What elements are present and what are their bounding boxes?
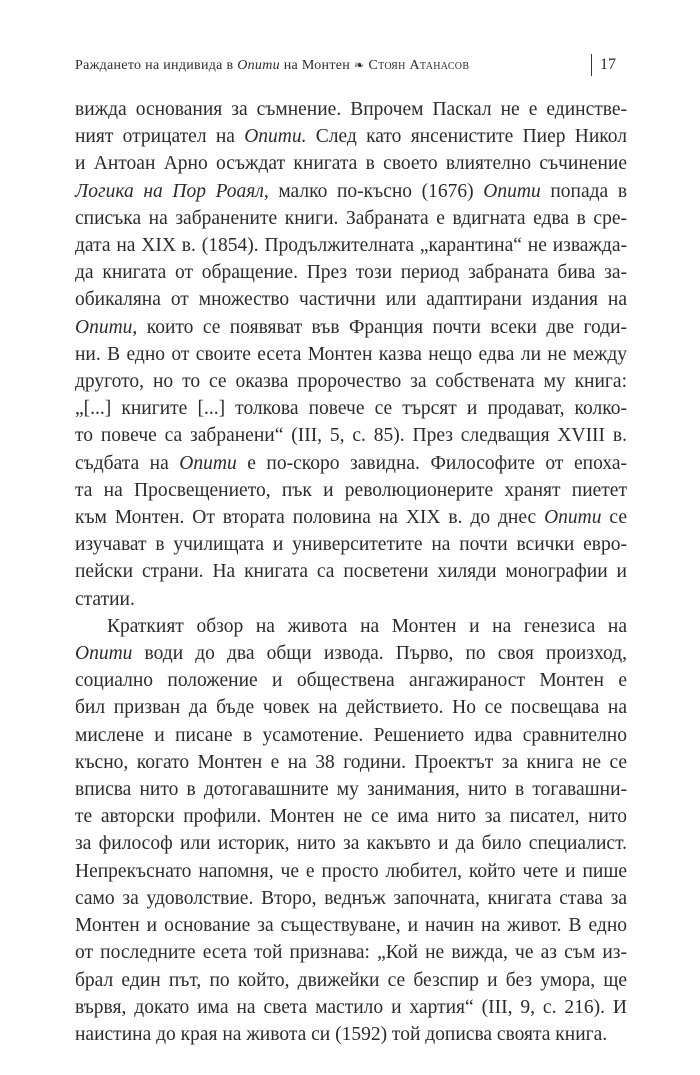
- text-line: [75, 259, 627, 286]
- italic-text: Опити: [544, 507, 602, 529]
- body-text: [75, 96, 627, 1048]
- text-segment: от последните есета той признава: „Кой не вижда, че аз съм из-: [75, 942, 627, 964]
- text-segment: обикаляна от множество частични или адаптирани издания на: [75, 289, 627, 311]
- text-line: [75, 232, 627, 259]
- text-line: [75, 286, 627, 313]
- text-line: [75, 722, 627, 749]
- text-segment: изучават в училищата и университетите на почти всички евро-: [75, 534, 627, 556]
- text-line: [75, 640, 627, 667]
- text-segment: бил призван да бъде човек на действието. Но се посвещава на: [75, 697, 627, 719]
- running-head: [75, 58, 630, 74]
- text-line: [75, 341, 627, 368]
- italic-text: Опити: [483, 180, 541, 202]
- text-segment: ни. В едно от своите есета Монтен казва нещо едва ли не между: [75, 343, 627, 365]
- text-segment: вписва нито в дотогавашните му занимания, нито в тогавашни-: [75, 779, 627, 801]
- text-line: [75, 504, 627, 531]
- text-segment: води до два общи извода. Първо, по своя произход,: [132, 643, 627, 665]
- running-head-author: Стоян Атанасов: [368, 58, 470, 73]
- italic-text: Опити.: [244, 126, 307, 148]
- text-segment: късно, когато Монтен е на 38 години. Проектът за книга не се: [75, 751, 627, 773]
- text-segment: списъка на забранените книги. Забраната е вдигната едва в сре-: [75, 207, 627, 229]
- running-head-title: Раждането на индивида в: [75, 58, 238, 73]
- text-line: [75, 803, 627, 830]
- text-segment: , които се появяват във Франция почти всеки две годи-: [132, 316, 627, 338]
- text-line: [75, 422, 627, 449]
- text-line: [75, 830, 627, 857]
- text-segment: попада в: [540, 180, 628, 202]
- text-line: [75, 314, 627, 341]
- text-segment: вървя, докато има на света мастило и хартия“ (III, 9, с. 216). И: [75, 996, 627, 1018]
- text-line: [75, 885, 627, 912]
- text-line: [75, 1021, 627, 1048]
- text-segment: Непрекъснато напомня, че е просто любител, който чете и пише: [75, 860, 627, 882]
- text-segment: съдбата на: [75, 452, 180, 474]
- text-line: [75, 858, 627, 885]
- text-line: [75, 558, 627, 585]
- text-line: [75, 586, 627, 613]
- running-head-title-end: на Монтен: [279, 58, 351, 73]
- text-line: [75, 477, 627, 504]
- text-segment: ният отрицател на: [75, 126, 245, 148]
- text-line: [75, 531, 627, 558]
- text-line: [75, 395, 627, 422]
- text-segment: и Антоан Арно осъждат книгата в своето влиятелно съчинение: [75, 153, 627, 175]
- text-line: [75, 96, 627, 123]
- text-segment: към Монтен. От втората половина на XIX в. до днес: [75, 507, 545, 529]
- text-segment: то повече са забранени“ (III, 5, с. 85). През следващия XVIII в.: [75, 425, 627, 447]
- text-segment: статии.: [75, 588, 135, 610]
- text-line: [75, 994, 627, 1021]
- text-segment: се: [601, 507, 627, 529]
- text-line: [75, 967, 627, 994]
- text-segment: да книгата от обращение. През този период забраната бива за-: [75, 262, 627, 284]
- text-segment: Монтен и основание за съществуване, и начин на живот. В едно: [75, 915, 627, 937]
- text-line: [75, 939, 627, 966]
- text-line: [75, 205, 627, 232]
- text-segment: другото, но то се оказва пророчество за собствената му книга:: [75, 371, 627, 393]
- text-segment: „[...] книгите [...] толкова повече се търсят и продават, колко-: [75, 398, 627, 420]
- text-segment: дата на XIX в. (1854). Продължителната „карантина“ не изважда-: [75, 235, 627, 257]
- text-segment: само за удоволствие. Второ, веднъж започната, книгата става за: [75, 887, 627, 909]
- text-segment: за философ или историк, нито за какъвто и да било специалист.: [75, 833, 627, 855]
- text-line: [75, 694, 627, 721]
- text-line: [75, 749, 627, 776]
- text-segment: Краткият обзор на живота на Монтен и на генезиса на: [107, 615, 627, 637]
- text-segment: те авторски профили. Монтен не се има нито за писател, нито: [75, 806, 627, 828]
- text-segment: социално положение и обществена ангажираност Монтен е: [75, 670, 627, 692]
- text-segment: мислене и писане в усамотение. Решението идва сравнително: [75, 724, 627, 746]
- page-number: 17: [591, 54, 616, 76]
- text-line: [75, 368, 627, 395]
- text-line: [75, 613, 627, 640]
- fleuron-icon: ❧: [354, 58, 365, 72]
- text-segment: наистина до края на живота си (1592) той дописва своята книга.: [75, 1023, 608, 1045]
- italic-text: Опити: [179, 452, 237, 474]
- italic-text: Логика на Пор Роаял,: [75, 180, 269, 202]
- text-segment: та на Просвещението, пък и революционерите хранят пиетет: [75, 479, 627, 501]
- text-segment: вижда основания за съмнение. Впрочем Паскал не е единстве-: [75, 99, 627, 120]
- italic-text: Опити: [75, 316, 133, 338]
- text-line: [75, 776, 627, 803]
- text-line: [75, 123, 627, 150]
- running-head-title-italic: Опити: [237, 58, 280, 73]
- text-segment: брал един път, по който, движейки се безспир и без умора, ще: [75, 969, 627, 991]
- text-line: [75, 450, 627, 477]
- text-line: [75, 178, 627, 205]
- text-segment: След като янсенистите Пиер Никол: [306, 126, 627, 148]
- text-segment: малко по-късно (1676): [268, 180, 484, 202]
- italic-text: Опити: [75, 643, 133, 665]
- text-segment: е по-скоро завидна. Философите от епоха-: [236, 452, 627, 474]
- text-segment: пейски страни. На книгата са посветени хиляди монографии и: [75, 561, 627, 583]
- text-line: [75, 150, 627, 177]
- text-line: [75, 912, 627, 939]
- text-line: [75, 667, 627, 694]
